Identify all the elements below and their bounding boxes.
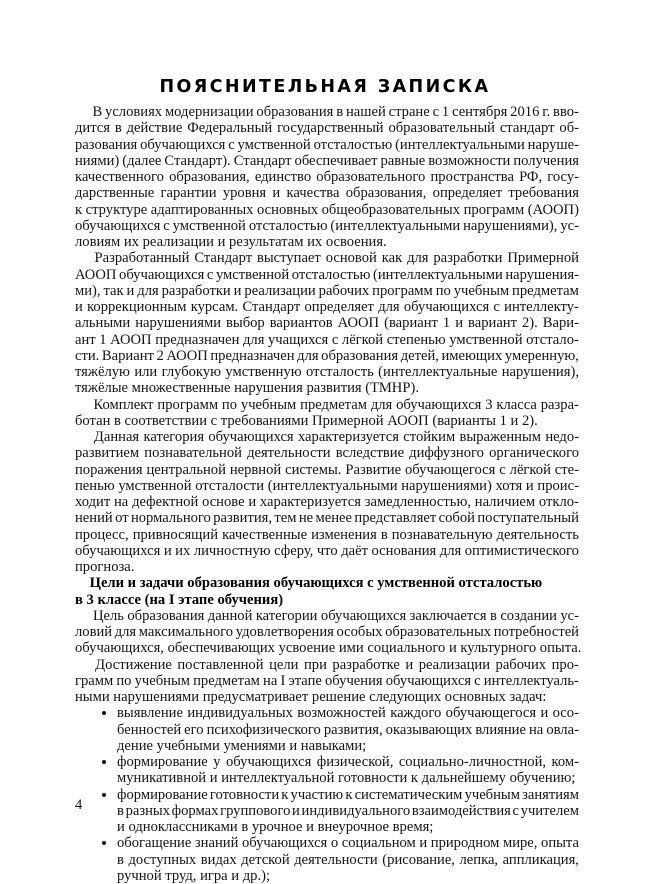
text-line: прогноза. <box>75 559 135 575</box>
text-line: и коррекционным курсам. Стандарт определяет для обучающихся с интеллекту- <box>75 299 579 315</box>
text-line: дение учебными умениями и навыками; <box>117 737 367 754</box>
text-line: Данная категория обучающихся характеризуется стойким выраженным недо- <box>93 429 579 445</box>
list-item <box>75 787 579 836</box>
text-line: В условиях модернизации образования в нашей стране с 1 сентября 2016 г. вво- <box>92 104 579 120</box>
text-line: выявление индивидуальных возможностей каждого обучающегося и осо- <box>117 705 579 722</box>
text-line: дится в действие Федеральный государственный образовательный стандарт об- <box>75 120 579 137</box>
text-line: ант 1 АООП предназначен для учащихся с лёгкой степенью умственной отстало- <box>75 331 579 348</box>
bullet-icon <box>102 760 106 764</box>
page-number: 4 <box>75 797 83 813</box>
bullet-icon <box>102 793 106 797</box>
document-body <box>75 104 582 884</box>
text-line: пенью умственной отсталости (интеллектуальными нарушениями) хотя и проис- <box>75 477 579 494</box>
paragraph <box>75 607 582 657</box>
text-line: бенностей его психофизического развития, оказывающих влияние на овла- <box>117 721 579 738</box>
text-line: сти. Вариант 2 АООП предназначен для образования детей, имеющих умеренную, <box>75 347 579 364</box>
section-subheading <box>75 575 579 608</box>
text-line: обогащение знаний обучающихся о социальном и природном мире, опыта <box>117 835 579 852</box>
text-line: ручной труд, игра и др.); <box>117 867 271 884</box>
text-line: нений от нормального развития, тем не менее представляет собой поступательный <box>75 510 579 527</box>
text-line: обучающихся с умственной отсталостью (интеллектуальными нарушениями), ус- <box>75 217 579 234</box>
text-line: Разработанный Стандарт выступает основой как для разработки Примерной <box>94 250 579 267</box>
text-line: к структуре адаптированных основных общеобразовательных программ (АООП) <box>75 201 579 218</box>
text-line: Цель образования данной категории обучающихся заключается в создании ус- <box>93 607 579 624</box>
text-flow <box>75 104 582 884</box>
text-line: ми), так и для разработки и реализации рабочих программ по учебным предметам <box>75 282 579 299</box>
text-line: в разных формах группового и индивидуального взаимодействия с учителем <box>117 802 579 819</box>
text-line: в доступных видах детской деятельности (рисование, лепка, аппликация, <box>117 851 579 868</box>
text-line: обучающихся и их личностную сферу, что даёт основания для оптимистического <box>75 542 579 559</box>
text-line: АООП обучающихся с умственной отсталостью (интеллектуальными нарушения- <box>75 266 579 283</box>
text-line: формирование у обучающихся физической, социально-личностной, ком- <box>117 754 579 770</box>
text-line: дарственные гарантии уровня и качества образования, определяет требования <box>75 185 579 202</box>
paragraph <box>75 657 579 706</box>
page-title: ПОЯСНИТЕЛЬНАЯ ЗАПИСКА <box>159 77 491 97</box>
text-line: в 3 классе (на I этапе обучения) <box>75 591 284 608</box>
task-list <box>75 705 579 884</box>
bullet-icon <box>102 711 106 715</box>
list-item <box>75 705 579 754</box>
paragraph <box>75 397 579 430</box>
paragraph <box>75 250 579 396</box>
text-line: формирование готовности к участию к систематическим учебным занятиям <box>117 786 579 803</box>
text-line: Цели и задачи образования обучающихся с умственной отсталостью <box>75 575 543 592</box>
text-line: тяжёлые множественные нарушения развития (ТМНР). <box>75 380 419 397</box>
text-line: ботан в соответствии с требованиями Примерной АООП (варианты 1 и 2). <box>75 412 538 429</box>
text-line: ходит на дефектной основе и характеризуется замедленностью, наличием откло- <box>75 494 579 510</box>
text-line: качественного образования, единство образовательного пространства РФ, госу- <box>75 169 579 185</box>
text-line: обучающихся, обеспечивающих усвоение ими социального и культурного опыта. <box>75 640 582 657</box>
text-line: поражения центральной нервной системы. Развитие обучающегося с лёгкой сте- <box>75 461 579 478</box>
text-line: разования обучающихся с умственной отсталостью (интеллектуальными наруше- <box>75 136 579 153</box>
text-line: грамм по учебным предметам на I этапе обучения обучающихся с интеллектуаль- <box>75 672 579 689</box>
text-line: ниями) (далее Стандарт). Стандарт обеспечивает равные возможности получения <box>75 152 579 169</box>
paragraph <box>75 104 579 250</box>
text-line: Достижение поставленной цели при разработке и реализации рабочих про- <box>95 656 579 673</box>
text-line: муникативной и интеллектуальной готовности к дальнейшему обучению; <box>117 770 576 787</box>
text-line: тяжёлую или глубокую умственную отсталость (интеллектуальные нарушения), <box>75 364 579 380</box>
text-line: ловий для максимального удовлетворения особых образовательных потребностей <box>75 624 579 640</box>
paragraph <box>75 429 579 575</box>
list-item <box>75 835 579 884</box>
text-line: развитием познавательной деятельности вследствие диффузного органического <box>75 445 579 462</box>
text-line: ными нарушениями предусматривает решение следующих основных задач: <box>75 689 547 705</box>
text-line: процесс, привносящий качественные изменения в познавательную деятельность <box>75 526 579 543</box>
text-line: и одноклассниками в урочное и внеурочное время; <box>117 819 434 835</box>
text-line: ловиям их реализации и результатам их освоения. <box>75 234 387 250</box>
text-line: Комплект программ по учебным предметам для обучающихся 3 класса разра- <box>93 396 579 413</box>
bullet-icon <box>102 841 106 845</box>
list-item <box>75 754 579 787</box>
text-line: альными нарушениями выбор вариантов АООП (вариант 1 и вариант 2). Вари- <box>75 315 579 332</box>
